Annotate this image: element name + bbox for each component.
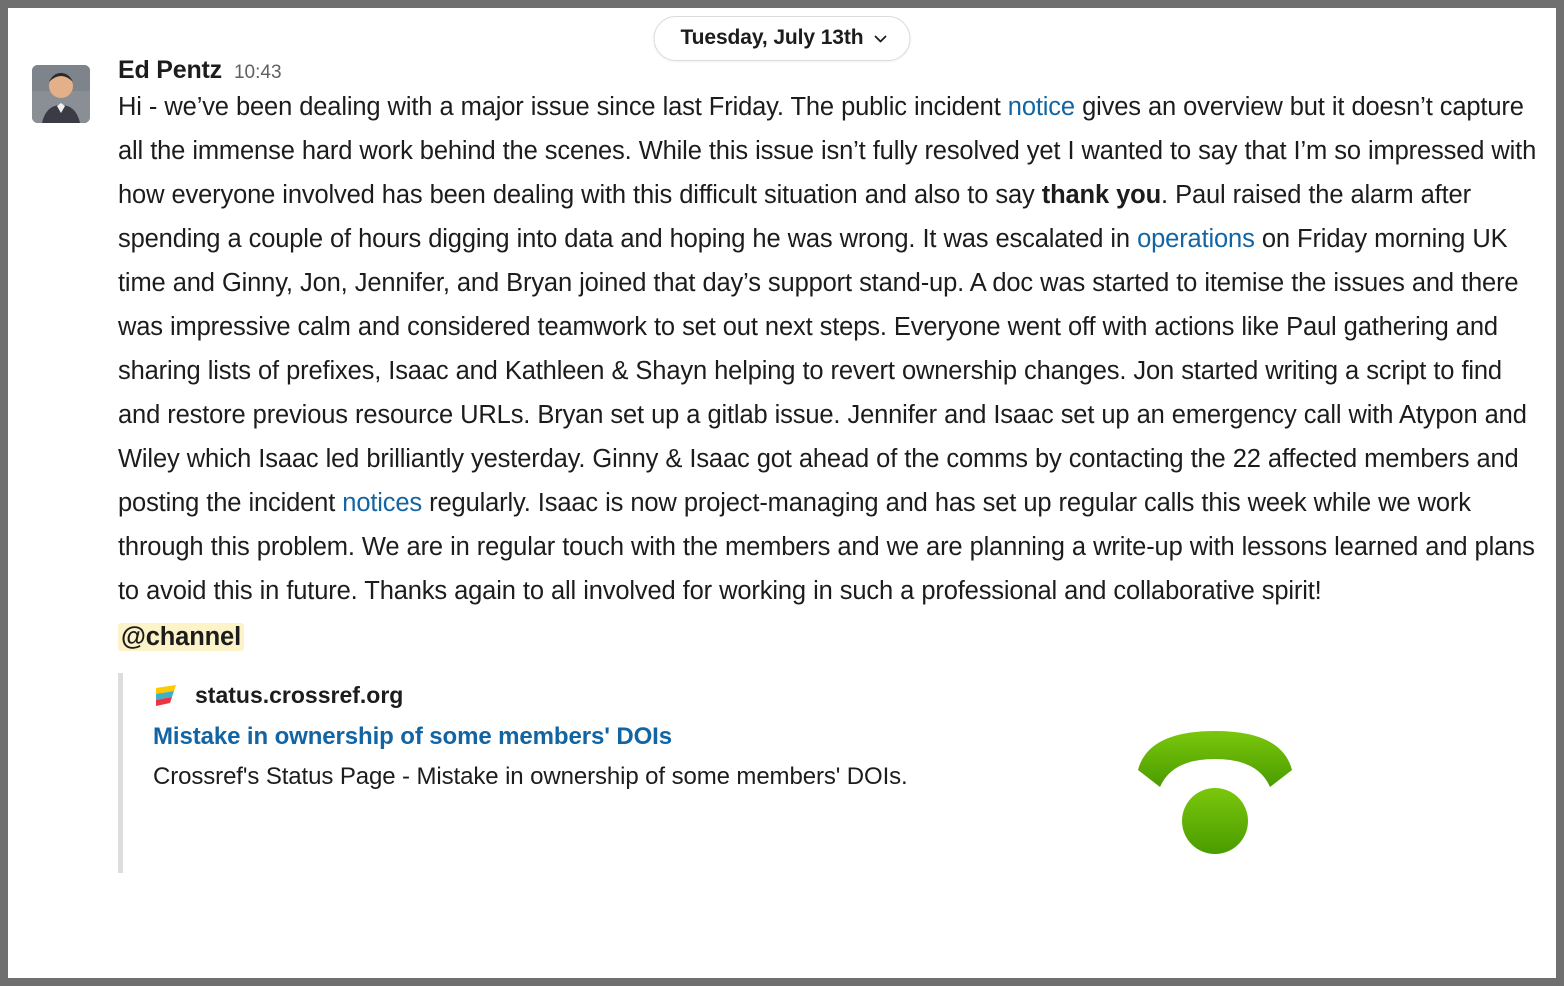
link-operations[interactable]: operations [1137,225,1255,253]
date-divider-button[interactable] [654,16,911,61]
message-text [118,85,1540,659]
message [24,58,1540,873]
attachment-site [153,673,1540,709]
attachment-site-name[interactable]: status.crossref.org [195,681,404,708]
text-part-5: regularly. Isaac is now project-managing and has set up regular calls this week while we work through this problem. We are in regular touch with the members and we are planning a write-up with lessons learned and plans to avoid this in future. Thanks again to all involved for working in such a professional and collaborative spirit! [118,489,1535,605]
crossref-favicon-icon [153,681,181,709]
link-attachment [118,673,1540,873]
channel-mention[interactable]: @channel [118,623,244,651]
attachment-title[interactable]: Mistake in ownership of some members' DOIs [153,723,672,750]
text-part-4: on Friday morning UK time and Ginny, Jon, Jennifer, and Bryan joined that day’s support stand-up. A doc was started to itemise the issues and there was impressive calm and considered teamwork to set out next steps. Everyone went off with actions like Paul gathering and sharing lists of prefixes, Isaac and Kathleen & Shayn helping to revert ownership changes. Jon started writing a script to find and restore previous resource URLs. Bryan set up a gitlab issue. Jennifer and Isaac set up an emergency call with Atypon and Wiley which Isaac led brilliantly yesterday. Ginny & Isaac got ahead of the comms by contacting the 22 affected members and posting the incident [118,225,1527,517]
attachment-description: Crossref's Status Page - Mistake in ownership of some members' DOIs. [153,763,908,790]
message-header [118,58,1540,85]
link-notice[interactable]: notice [1007,93,1075,121]
text-part-1: Hi - we’ve been dealing with a major issue since last Friday. The public incident [118,93,1008,121]
avatar[interactable] [32,65,90,123]
chevron-down-icon[interactable] [874,32,888,46]
message-body [118,58,1540,873]
slack-message-view [8,8,1556,978]
text-bold-thank-you: thank you [1041,181,1162,209]
link-notices[interactable]: notices [342,489,423,517]
text-part-3: . Paul raised the alarm after spending a couple of hours digging into data and hoping he was wrong. It was escalated in [118,181,1471,253]
green-status-logo-icon [1130,715,1300,855]
message-timestamp[interactable]: 10:43 [233,62,282,83]
mention-line [118,615,1540,659]
date-divider-label: Tuesday, July 13th [680,26,864,49]
text-part-2: gives an overview but it doesn’t capture all the immense hard work behind the scenes. While this issue isn’t fully resolved yet I wanted to say that I’m so impressed with how everyone involved has been dealing with this difficult situation and also to say [118,93,1537,209]
message-author[interactable]: Ed Pentz [118,56,222,84]
